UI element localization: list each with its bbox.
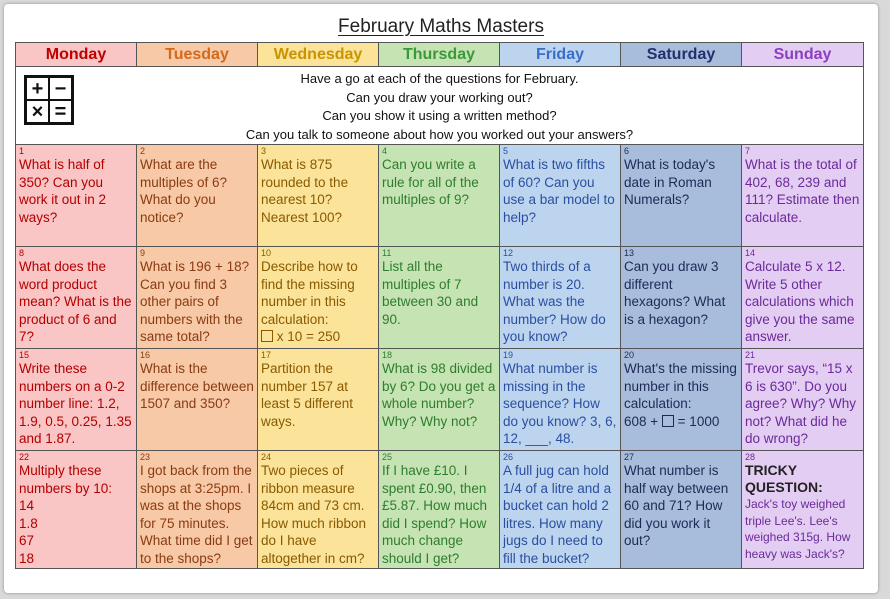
number-list-item: 67 [19, 533, 35, 549]
calculation-line [258, 328, 378, 346]
day-number: 27 [624, 452, 635, 462]
day-header-tuesday: Tuesday [137, 43, 258, 67]
day-cell [258, 247, 379, 349]
day-header-saturday: Saturday [621, 43, 742, 67]
day-number: 11 [382, 248, 392, 258]
missing-number-box-icon [261, 330, 273, 342]
question-text: What is the difference between 1507 and 350? [140, 361, 254, 412]
day-header-thursday: Thursday [379, 43, 500, 67]
question-text: What is 98 divided by 6? Do you get a whole number? Why? Why not? [382, 361, 496, 429]
day-number: 10 [261, 248, 272, 258]
day-cell [742, 451, 864, 569]
day-cell [258, 451, 379, 569]
question-text: Jack's toy weighed triple Lee's. Lee's weighed 315g. How heavy was Jack's? [745, 497, 851, 561]
day-number: 28 [745, 452, 756, 462]
question-text: Can you draw 3 different hexagons? What is a hexagon? [624, 259, 726, 327]
day-cell [621, 247, 742, 349]
day-number: 21 [745, 350, 756, 360]
page-title: February Maths Masters [338, 16, 544, 37]
day-number: 16 [140, 350, 151, 360]
number-list-item: 1.8 [19, 515, 38, 531]
question-text: I got back from the shops at 3:25pm. I was at the shops for 75 minutes. What time did I get to the shops? [140, 463, 253, 566]
day-number: 4 [382, 146, 388, 156]
question-text: Partition the number 157 at least 5 different ways. [261, 361, 354, 429]
day-cell [742, 145, 864, 247]
day-cell [16, 349, 137, 451]
day-header-wednesday: Wednesday [258, 43, 379, 67]
week-row [16, 247, 864, 349]
day-cell [137, 145, 258, 247]
calculation-suffix: x 10 = 250 [273, 329, 341, 345]
day-cell [379, 451, 500, 569]
maths-operations-icon [24, 75, 74, 125]
intro-line: Can you draw your working out? [346, 89, 533, 105]
day-cell [500, 145, 621, 247]
week-row [16, 349, 864, 451]
day-number: 5 [503, 146, 509, 156]
question-text: Can you write a rule for all of the multiples of 9? [382, 157, 479, 208]
day-number: 25 [382, 452, 393, 462]
day-number: 12 [503, 248, 514, 258]
question-text: What's the missing number in this calculation: [624, 361, 737, 412]
day-cell [16, 247, 137, 349]
calculation-line [621, 413, 741, 431]
day-cell [742, 349, 864, 451]
worksheet [4, 4, 878, 593]
question-text: Write these numbers on a 0-2 number line: 1.2, 1.9, 0.5, 0.25, 1.35 and 1.87. [19, 361, 132, 447]
question-text: What is today's date in Roman Numerals? [624, 157, 716, 208]
day-header-monday: Monday [16, 43, 137, 67]
question-text: What does the word product mean? What is the product of 6 and 7? [19, 259, 132, 345]
question-text: What is 196 + 18? Can you find 3 other pairs of numbers with the same total? [140, 259, 250, 345]
intro-line: Can you show it using a written method? [322, 108, 557, 123]
maths-calendar [15, 42, 864, 569]
day-number: 6 [624, 146, 630, 156]
minus-icon: − [49, 77, 72, 100]
day-cell [621, 451, 742, 569]
day-cell [137, 349, 258, 451]
intro-cell [16, 67, 864, 145]
day-number: 15 [19, 350, 30, 360]
day-number: 24 [261, 452, 272, 462]
question-text: What number is half way between 60 and 71? How did you work it out? [624, 463, 729, 549]
day-cell [500, 247, 621, 349]
equals-icon: = [49, 100, 72, 123]
day-cell [16, 145, 137, 247]
question-text: Multiply these numbers by 10: [19, 463, 113, 496]
missing-number-box-icon [662, 415, 674, 427]
day-cell [137, 247, 258, 349]
day-number: 26 [503, 452, 514, 462]
question-text: What is half of 350? Can you work it out in 2 ways? [19, 157, 107, 225]
question-text: What are the multiples of 6? What do you notice? [140, 157, 228, 225]
day-cell [500, 349, 621, 451]
day-cell [379, 145, 500, 247]
day-number: 1 [19, 146, 25, 156]
day-cell [379, 247, 500, 349]
day-number: 13 [624, 248, 635, 258]
day-number: 20 [624, 350, 635, 360]
day-number: 19 [503, 350, 514, 360]
day-cell [379, 349, 500, 451]
question-text: A full jug can hold 1/4 of a litre and a bucket can hold 2 litres. How many jugs do I need to fill the bucket? [503, 463, 612, 566]
intro-row [16, 67, 864, 145]
day-cell [500, 451, 621, 569]
tricky-label: TRICKY QUESTION: [745, 462, 823, 495]
intro-line: Can you talk to someone about how you worked out your answers? [245, 126, 634, 142]
day-cell [258, 349, 379, 451]
day-number: 8 [19, 248, 25, 258]
day-cell [137, 451, 258, 569]
day-cell [621, 349, 742, 451]
day-cell [621, 145, 742, 247]
day-number: 14 [745, 248, 756, 258]
day-cell [742, 247, 864, 349]
day-header-friday: Friday [500, 43, 621, 67]
day-number: 7 [745, 146, 751, 156]
day-cell [258, 145, 379, 247]
question-text: If I have £10. I spent £0.90, then £5.87. How much did I spend? How much change should I get? [382, 463, 488, 566]
question-text: Two thirds of a number is 20. What was the number? How do you know? [503, 259, 606, 345]
day-number: 17 [261, 350, 272, 360]
number-list-item: 18 [19, 550, 35, 566]
question-text: What is 875 rounded to the nearest 10? Nearest 100? [261, 157, 349, 225]
question-text: Calculate 5 x 12. Write 5 other calculations which give you the same answer. [745, 259, 855, 345]
intro-text [16, 67, 863, 144]
plus-icon: + [26, 77, 49, 100]
question-text: Describe how to find the missing number in this calculation: [261, 259, 358, 327]
day-number: 2 [140, 146, 146, 156]
week-row [16, 145, 864, 247]
question-text: What is the total of 402, 68, 239 and 111? Estimate then calculate. [745, 157, 860, 225]
question-text: Two pieces of ribbon measure 84cm and 73 cm. How much ribbon do I have altogether in cm? [261, 463, 367, 566]
day-number: 9 [140, 248, 146, 258]
week-row [16, 451, 864, 569]
day-number: 3 [261, 146, 267, 156]
calculation-suffix: = 1000 [673, 413, 720, 429]
day-number: 22 [19, 452, 30, 462]
question-text: List all the multiples of 7 between 30 and 90. [382, 259, 479, 327]
intro-line: Have a go at each of the questions for February. [300, 71, 579, 86]
day-number: 18 [382, 350, 393, 360]
day-header-row [16, 43, 864, 67]
question-text: What is two fifths of 60? Can you use a bar model to help? [503, 157, 615, 225]
multiply-icon: × [26, 100, 49, 123]
number-list-item: 14 [19, 498, 35, 514]
day-cell [16, 451, 137, 569]
question-text: Trevor says, “15 x 6 is 630”. Do you agree? Why? Why not? What did he do wrong? [745, 361, 857, 447]
day-header-sunday: Sunday [742, 43, 864, 67]
day-number: 23 [140, 452, 151, 462]
calculation-prefix: 608 + [624, 413, 662, 429]
question-text: What number is missing in the sequence? How do you know? 3, 6, 12, ___, 48. [503, 361, 617, 447]
